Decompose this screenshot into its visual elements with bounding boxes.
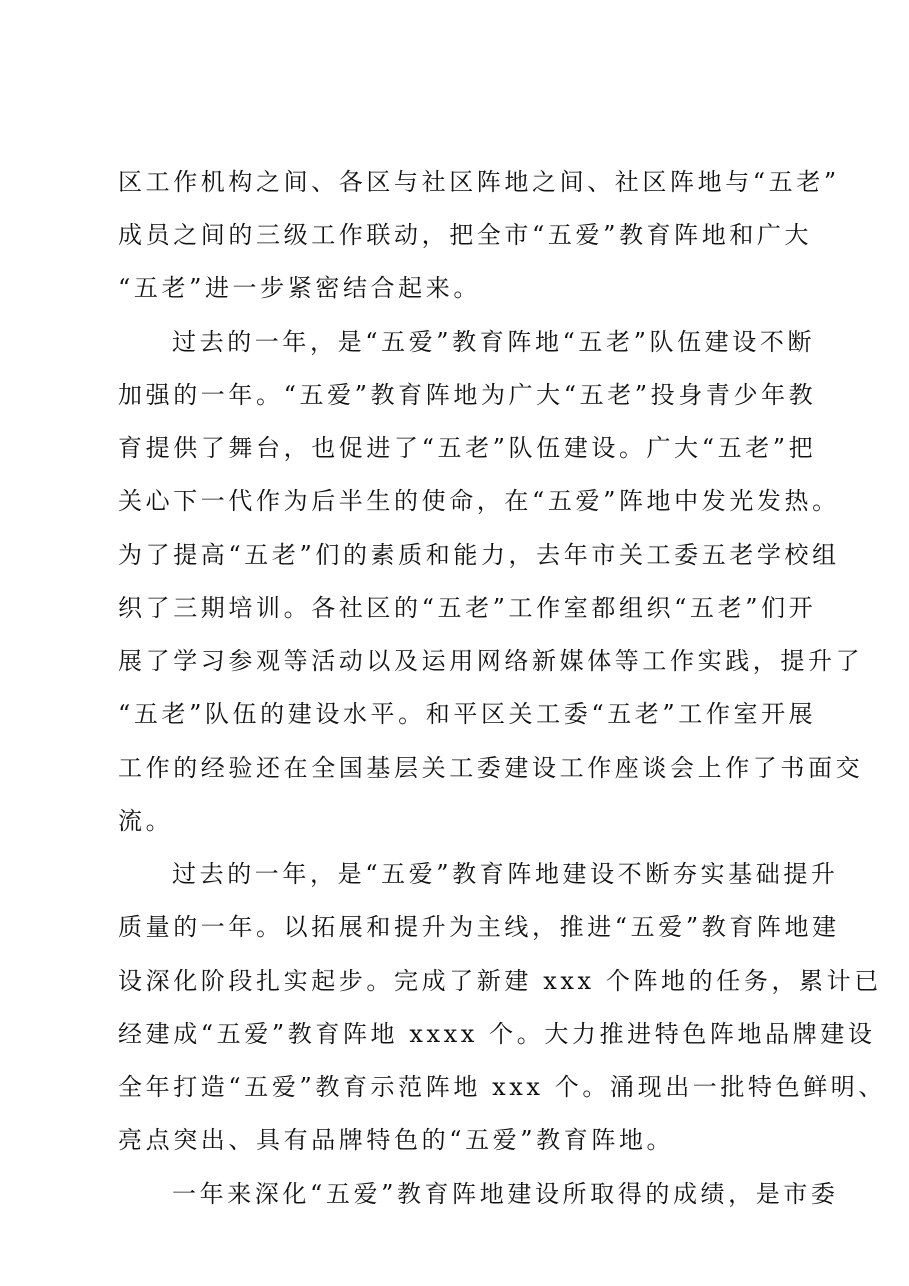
text-line: 织了三期培训。各社区的“五老”工作室都组织“五老”们开 xyxy=(118,594,817,622)
text-line: 流。 xyxy=(118,807,174,835)
text-line: 工作的经验还在全国基层关工委建设工作座谈会上作了书面交 xyxy=(118,754,864,782)
paragraph-start-line: 过去的一年，是“五爱”教育阵地建设不断夯实基础提升 xyxy=(172,860,839,888)
text-line: 设深化阶段扎实起步。完成了新建 xxx 个阵地的任务，累计已 xyxy=(118,967,882,995)
text-line: “五老”队伍的建设水平。和平区关工委“五老”工作室开展 xyxy=(118,700,817,728)
text-line: 区工作机构之间、各区与社区阵地之间、社区阵地与“五老” xyxy=(118,168,840,196)
text-line: 全年打造“五爱”教育示范阵地 xxx 个。涌现出一批特色鲜明、 xyxy=(118,1073,887,1101)
paragraph-start-line: 一年来深化“五爱”教育阵地建设所取得的成绩，是市委 xyxy=(172,1180,839,1208)
text-line: 展了学习参观等活动以及运用网络新媒体等工作实践，提升了 xyxy=(118,647,864,675)
text-line: 成员之间的三级工作联动，把全市“五爱”教育阵地和广大 xyxy=(118,221,813,249)
text-line: 关心下一代作为后半生的使命，在“五爱”阵地中发光发热。 xyxy=(118,487,840,515)
text-line: 经建成“五爱”教育阵地 xxxx 个。大力推进特色阵地品牌建设 xyxy=(118,1020,876,1048)
text-line: 加强的一年。“五爱”教育阵地为广大“五老”投身青少年教 xyxy=(118,381,817,409)
text-line: 亮点突出、具有品牌特色的“五爱”教育阵地。 xyxy=(118,1126,675,1154)
text-line: “五老”进一步紧密结合起来。 xyxy=(118,274,481,302)
text-line: 育提供了舞台，也促进了“五老”队伍建设。广大“五老”把 xyxy=(118,434,817,462)
text-line: 质量的一年。以拓展和提升为主线，推进“五爱”教育阵地建 xyxy=(118,913,840,941)
text-line: 为了提高“五老”们的素质和能力，去年市关工委五老学校组 xyxy=(118,541,840,569)
paragraph-start-line: 过去的一年，是“五爱”教育阵地“五老”队伍建设不断 xyxy=(172,328,816,356)
